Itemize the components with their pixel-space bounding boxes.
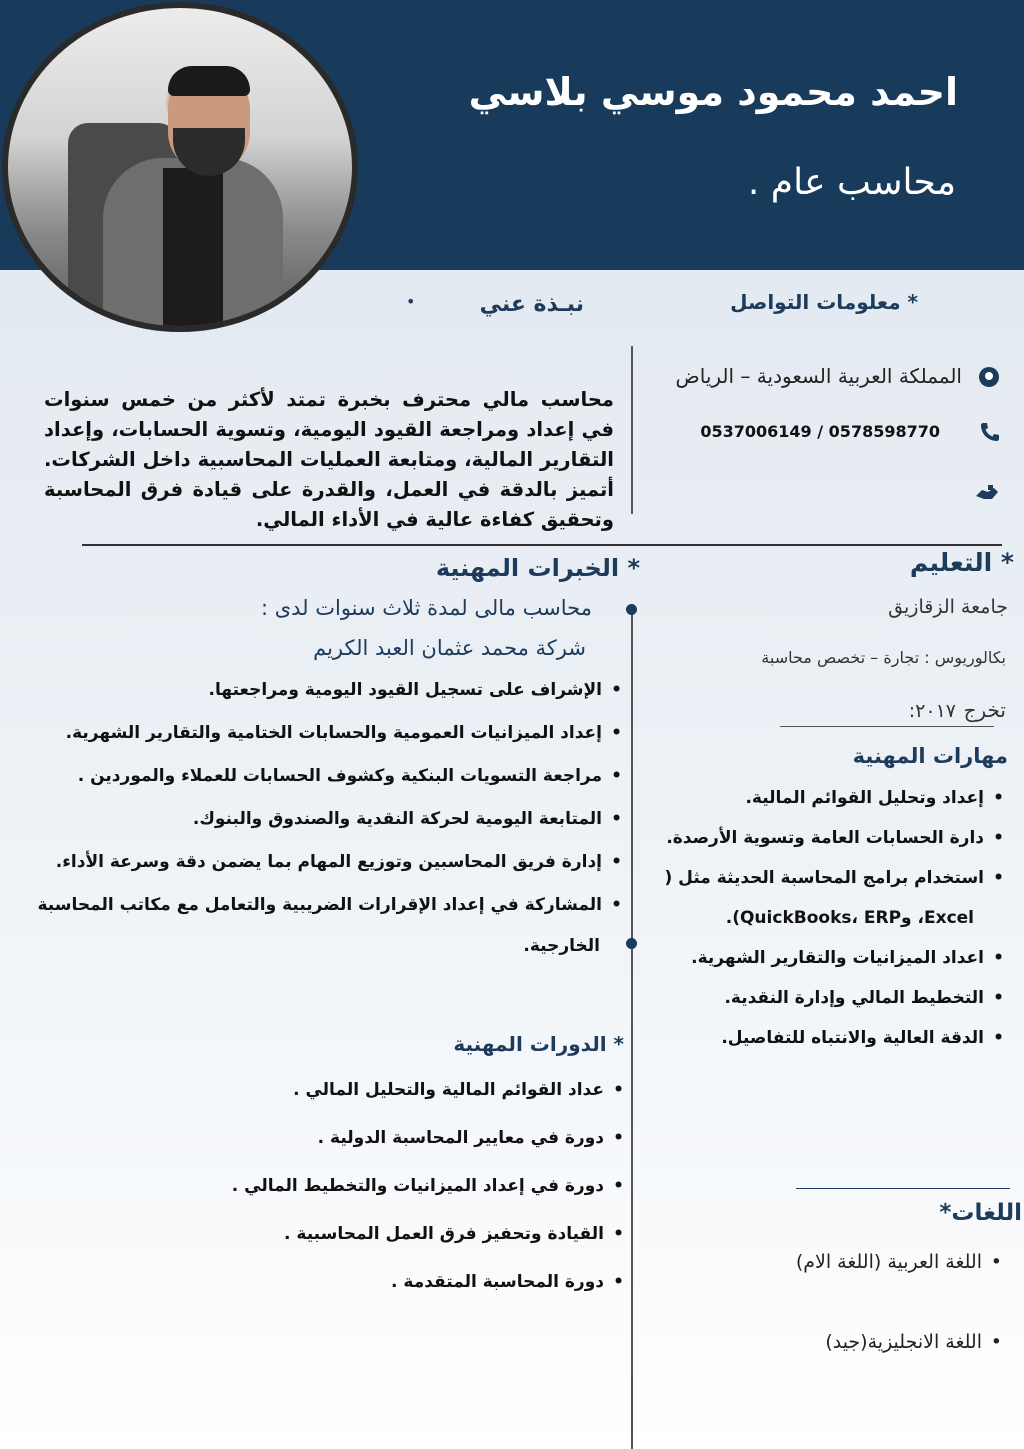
graduation-label: تخرج <box>963 698 1006 722</box>
languages-divider <box>796 1188 1010 1189</box>
skills-list <box>636 778 1006 1058</box>
handshake-icon <box>974 482 1000 508</box>
list-item: • اللغة العربية (اللغة الام) <box>724 1242 1004 1322</box>
languages-list <box>724 1242 1004 1402</box>
about-heading: نبـذة عني <box>479 292 584 317</box>
experience-continuation: الخارجية. <box>523 936 600 956</box>
degree-text: بكالوريوس : تجارة – تخصص محاسبة <box>761 648 1006 667</box>
list-item: • مراجعة التسويات البنكية وكشوف الحسابات للعملاء والموردين . <box>64 756 624 799</box>
list-item: • إعداد الميزانيات العمومية والحسابات الختامية والتقارير الشهرية. <box>64 713 624 756</box>
experience-role: محاسب مالى لمدة ثلاث سنوات لدى : <box>260 596 592 620</box>
university-name: جامعة الزقازيق <box>888 596 1008 618</box>
contact-location-row <box>640 366 1000 392</box>
languages-heading: اللغات* <box>939 1200 1022 1226</box>
timeline-dot <box>626 604 637 615</box>
list-item: • إعداد وتحليل القوائم المالية. <box>636 778 1006 818</box>
list-item: • عداد القوائم المالية والتحليل المالي . <box>106 1070 626 1118</box>
list-item: • دورة المحاسبة المتقدمة . <box>106 1262 626 1310</box>
list-item: • اعداد الميزانيات والتقارير الشهرية. <box>636 938 1006 978</box>
graduation-year: :٢٠١٧ <box>908 700 956 722</box>
about-text: محاسب مالي محترف بخبرة تمتد لأكثر من خمس سنوات في إعداد ومراجعة القيود اليومية، وتسوية الحسابات، وإعداد التقارير المالية، ومتابعة العمليات المحاسبية داخل الشركات. أتميز بالدقة في العمل، والقدرة على قيادة فرق المحاسبة وتحقيق كفاءة عالية في الأداء المالي. <box>44 388 614 531</box>
courses-list <box>106 1070 626 1310</box>
experience-company: شركة محمد عثمان العبد الكريم <box>313 636 586 660</box>
timeline-line <box>631 604 633 1449</box>
phone-text: 0537006149 / 0578598770 <box>700 422 940 441</box>
contact-phone-row <box>640 420 1000 446</box>
list-item: • استخدام برامج المحاسبة الحديثة مثل ( <box>636 858 1006 898</box>
list-item: • التخطيط المالي وإدارة النقدية. <box>636 978 1006 1018</box>
about-bullet: • <box>406 292 416 311</box>
list-item: • دورة في معايير المحاسبة الدولية . <box>106 1118 626 1166</box>
list-item: • القيادة وتحفيز فرق العمل المحاسبية . <box>106 1214 626 1262</box>
profile-photo <box>2 2 358 332</box>
software-text: Excel، وQuickBooks، ERP). <box>725 908 974 928</box>
list-item: • الدقة العالية والانتباه للتفاصيل. <box>636 1018 1006 1058</box>
list-item: • المتابعة اليومية لحركة النقدية والصندوق والبنوك. <box>64 799 624 842</box>
education-divider <box>780 726 994 727</box>
phone-icon <box>978 420 1000 446</box>
courses-heading: * الدورات المهنية <box>453 1032 624 1056</box>
location-text: المملكة العربية السعودية – الرياض <box>675 364 962 388</box>
person-name: احمد محمود موسي بلاسي <box>468 70 958 114</box>
list-item: • إدارة فريق المحاسبين وتوزيع المهام بما يضمن دقة وسرعة الأداء. <box>64 842 624 885</box>
location-pin-icon <box>978 366 1000 392</box>
list-item: • دورة في إعداد الميزانيات والتخطيط المالي . <box>106 1166 626 1214</box>
software-line <box>636 898 1006 938</box>
list-item: • اللغة الانجليزية(جيد) <box>724 1322 1004 1402</box>
list-item: • دارة الحسابات العامة وتسوية الأرصدة. <box>636 818 1006 858</box>
experience-heading: * الخبرات المهنية <box>435 554 640 582</box>
contact-heading: * معلومات التواصل <box>730 290 918 314</box>
list-item: • الإشراف على تسجيل القيود اليومية ومراجعتها. <box>64 670 624 713</box>
section-divider <box>82 544 1002 546</box>
skills-heading: مهارات المهنية <box>852 744 1008 768</box>
list-item: • المشاركة في إعداد الإقرارات الضريبية والتعامل مع مكاتب المحاسبة <box>64 885 624 928</box>
job-title: محاسب عام . <box>747 162 956 203</box>
contact-divider <box>631 346 633 514</box>
experience-list <box>37 670 624 928</box>
education-heading: * التعليم <box>909 548 1014 577</box>
